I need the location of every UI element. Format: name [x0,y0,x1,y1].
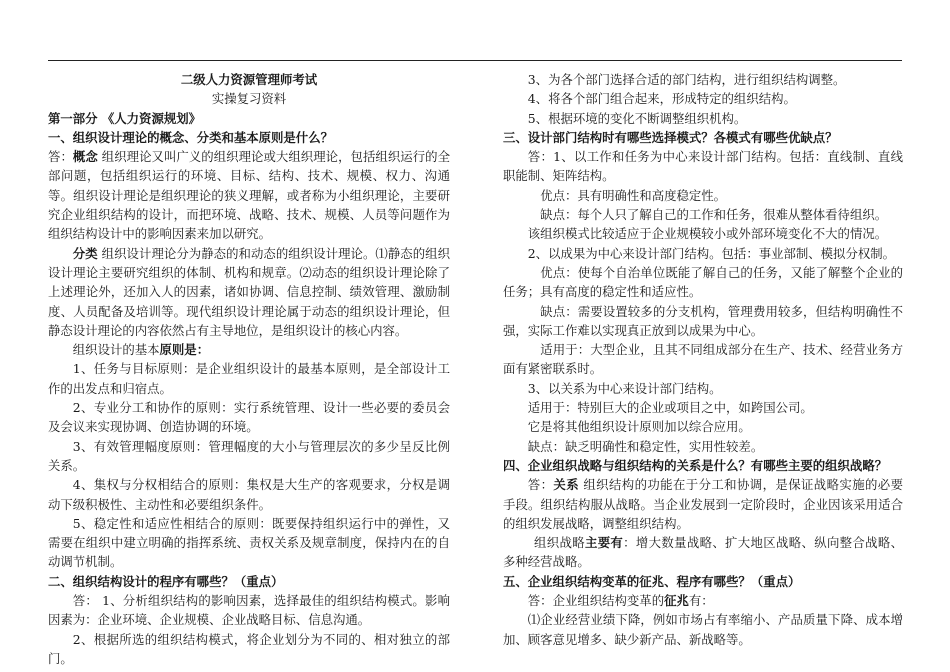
mode-2: 2、以成果为中心来设计部门结构。包括：事业部制、模拟分权制。 [527,245,896,261]
mode-3-disadvantage: 缺点：缺乏明确性和稳定性，实用性较差。 [527,438,764,454]
mode-1-disadvantage: 缺点：每个人只了解自己的工作和任务，很难从整体看待组织。 [540,207,888,223]
doc-subtitle: 实操复习资料 [211,91,287,107]
mode-2-advantage: 优点：使每个自治单位既能了解自己的任务，又能了解整个企业的任务；具有高度的稳定性和适应性。 [503,264,903,300]
left-column [48,70,450,668]
principle-4: 4、集权与分权相结合的原则：集权是大生产的客观要求，分权是调动下级积极性、主动性和必要组织条件。 [48,477,450,512]
answer-5-intro: 答：企业组织结构变革的征兆有： [527,593,714,609]
mode-3-fit: 适用于：特别巨大的企业或项目之中，如跨国公司。 [527,400,813,416]
mode-1-fit: 该组织模式比较适应于企业规模较小或外部环境变化不大的情况。 [527,226,888,242]
answer-1-concept: 答：概念 组织理论又叫广义的组织理论或大组织理论，包括组织运行的全部问题，包括组织运行的环境、目标、结构、技术、规模、权力、沟通等。组织设计理论是组织理论的狭义理解，或者称为小组织理论，主要研究企业组织结构的设计，而把环境、战略、技术、规模、人员等问题作为组织结构设计中的影响因素来加以研究。 [48,149,451,242]
principle-3: 3、有效管理幅度原则：管理幅度的大小与管理层次的多少呈反比例关系。 [48,438,450,473]
question-3: 三、设计部门结构时有哪些选择模式？各模式有哪些优缺点？ [503,129,838,145]
mode-3: 3、以关系为中心来设计部门结构。 [527,380,722,396]
concept-label: 概念 [72,149,98,165]
mode-1-advantage: 优点：具有明确性和高度稳定性。 [540,187,727,203]
answer-4-strategies: 组织战略主要有：增大数量战略、扩大地区战略、纵向整合战略、多种经营战略。 [503,535,904,570]
relation-label: 关系 [553,477,580,493]
classification-label: 分类 [72,245,98,261]
principle-5: 5、稳定性和适应性相结合的原则：既要保持组织运行中的弹性，又需要在组织中建立明确的指挥系统、责权关系及规章制度，保持内在的自动调节机制。 [48,515,450,570]
question-5: 五、企业组织结构变革的征兆、程序有哪些？（重点） [503,573,801,589]
procedure-step-3: 3、为各个部门选择合适的部门结构，进行组织结构调整。 [527,72,846,87]
procedure-step-5: 5、根据环境的变化不断调整组织机构。 [527,110,747,126]
doc-title: 二级人力资源管理师考试 [180,72,318,87]
procedure-step-2: 2、根据所选的组织结构模式，将企业划分为不同的、相对独立的部门。 [48,631,450,666]
header-rule [48,60,902,61]
principle-1: 1、任务与目标原则：是企业组织设计的最基本原则，是全部设计工作的出发点和归宿点。 [48,361,450,396]
principles-intro: 组织设计的基本原则是： [72,342,210,358]
answer-1-classification: 分类 组织设计理论分为静态的和动态的组织设计理论。⑴静态的组织设计理论主要研究组织的体制、机构和规章。⑵动态的组织设计理论除了上述理论外，还加入人的因素，诸如协调、信息控制、绩效管理、激励制度、人员配备及培训等。现代组织设计理论属于动态的组织设计理论，但静态设计理论的内容依然占有主导地位，是组织设计的核心内容。 [48,245,450,338]
principle-2: 2、专业分工和协作的原则：实行系统管理、设计一些必要的委员会及会议来实现协调、创造协调的环境。 [48,400,450,435]
question-2: 二、组织结构设计的程序有哪些？（重点） [48,573,284,589]
part-heading: 第一部分 《人力资源规划》 [48,110,202,126]
mode-2-disadvantage: 缺点：需要设置较多的分支机构，管理费用较多，但结构明确性不强，实际工作难以实现真正放到以成果为中心。 [503,303,903,338]
mode-1: 答：1、以工作和任务为中心来设计部门结构。包括：直线制、直线职能制、矩阵结构。 [503,149,903,184]
mode-3-note: 它是将其他组织设计原则加以综合应用。 [527,419,751,435]
answer-4-relation: 答：关系 组织结构的功能在于分工和协调，是保证战略实施的必要手段。组织结构服从战略。当企业发展到一定阶段时，企业因该采用适合的组织发展战略，调整组织结构。 [503,477,903,531]
right-column [503,70,903,649]
question-4: 四、企业组织战略与组织结构的关系是什么？有哪些主要的组织战略？ [503,457,888,473]
procedure-step-4: 4、将各个部门组合起来，形成特定的组织结构。 [527,91,796,107]
sign-1: ⑴企业经营业绩下降，例如市场占有率缩小、产品质量下降、成本增加、顾客意见增多、缺少新产品、新战略等。 [503,612,903,647]
procedure-step-1: 答： 1、分析组织结构的影响因素，选择最佳的组织结构模式。影响因素为：企业环境、企业规模、企业战略目标、信息沟通。 [48,593,450,628]
question-1: 一、组织设计理论的概念、分类和基本原则是什么？ [48,129,333,145]
mode-2-fit: 适用于：大型企业，且其不同组成部分在生产、技术、经营业务方面有紧密联系时。 [503,342,903,377]
